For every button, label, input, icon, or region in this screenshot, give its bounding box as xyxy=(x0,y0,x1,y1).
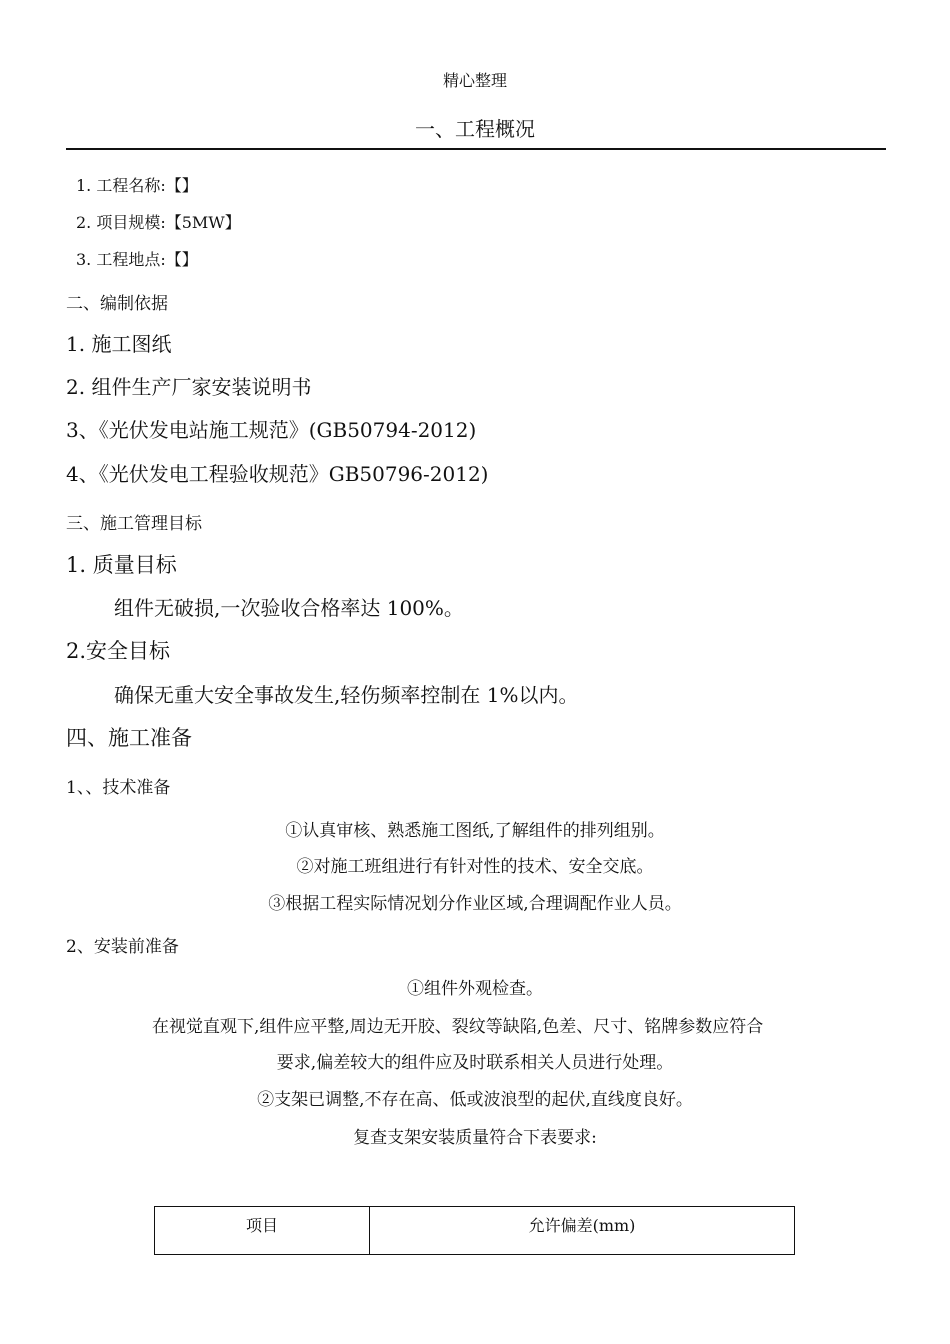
pre-install-item-1: ①组件外观检查。 xyxy=(407,979,543,999)
title-rule xyxy=(66,148,886,150)
tech-prep-item-1: ①认真审核、熟悉施工图纸,了解组件的排列组别。 xyxy=(285,821,665,841)
tolerance-table xyxy=(154,1206,795,1255)
section2-item-drawings: 1. 施工图纸 xyxy=(66,332,172,356)
tech-prep-item-2: ②对施工班组进行有针对性的技术、安全交底。 xyxy=(296,857,654,877)
tech-prep-item-3: ③根据工程实际情况划分作业区域,合理调配作业人员。 xyxy=(268,894,682,914)
section1-item-location: 3. 工程地点:【】 xyxy=(76,250,198,269)
pre-install-item-1-text-line2: 要求,偏差较大的组件应及时联系相关人员进行处理。 xyxy=(276,1053,674,1073)
section3-title: 三、施工管理目标 xyxy=(66,514,202,534)
pre-install-item-2-text: 复查支架安装质量符合下表要求: xyxy=(353,1128,597,1148)
table-header-row xyxy=(155,1207,795,1255)
quality-goal-title: 1. 质量目标 xyxy=(66,553,177,577)
pre-install-item-2: ②支架已调整,不存在高、低或波浪型的起伏,直线度良好。 xyxy=(257,1090,693,1110)
section1-title: 一、工程概况 xyxy=(415,117,535,141)
table-header-item: 项目 xyxy=(155,1207,370,1255)
table-header-tolerance: 允许偏差(mm) xyxy=(370,1207,795,1255)
header-note: 精心整理 xyxy=(442,71,507,90)
section4-title: 四、施工准备 xyxy=(66,726,192,750)
safety-goal-title: 2.安全目标 xyxy=(66,639,171,663)
pre-install-item-1-text-line1: 在视觉直观下,组件应平整,周边无开胶、裂纹等缺陷,色差、尺寸、铭牌参数应符合 xyxy=(152,1017,764,1037)
section2-item-acceptance-spec: 4、《光伏发电工程验收规范》GB50796-2012) xyxy=(66,462,489,486)
safety-goal-text: 确保无重大安全事故发生,轻伤频率控制在 1%以内。 xyxy=(114,683,579,707)
section1-item-name: 1. 工程名称:【】 xyxy=(76,176,198,195)
section1-item-scale: 2. 项目规模:【5MW】 xyxy=(76,213,241,232)
section2-title: 二、编制依据 xyxy=(66,294,168,314)
pre-install-title: 2、安装前准备 xyxy=(66,937,179,957)
section2-item-construction-spec: 3、《光伏发电站施工规范》(GB50794-2012) xyxy=(66,418,477,442)
tech-prep-title: 1、、技术准备 xyxy=(66,778,171,798)
quality-goal-text: 组件无破损,一次验收合格率达 100%。 xyxy=(114,596,464,620)
section2-item-manual: 2. 组件生产厂家安装说明书 xyxy=(66,375,312,399)
